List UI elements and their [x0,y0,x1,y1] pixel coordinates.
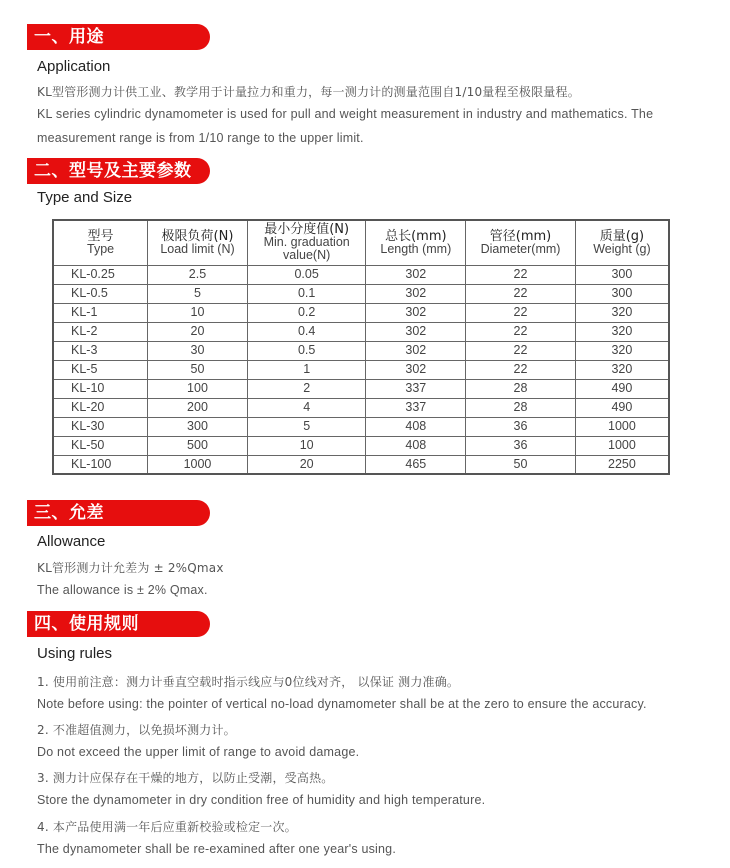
cell-min-graduation: 4 [247,398,366,417]
table-row [53,265,669,284]
cell-weight: 1000 [575,436,669,455]
cell-weight: 490 [575,398,669,417]
cell-weight: 1000 [575,417,669,436]
cell-weight: 320 [575,341,669,360]
section-subtitle-type-size: Type and Size [37,189,133,206]
table-row [53,360,669,379]
cell-model: KL-0.25 [53,265,148,284]
header-label-cn: 型号 [87,228,114,244]
cell-load-limit: 300 [148,417,248,436]
table-row [53,417,669,436]
cell-weight: 300 [575,284,669,303]
cell-min-graduation: 2 [247,379,366,398]
cell-load-limit: 500 [148,436,248,455]
cell-min-graduation: 0.2 [247,303,366,322]
cell-model: KL-10 [53,379,148,398]
rule-3-en: Store the dynamometer in dry condition free of humidity and high temperature. [37,793,486,807]
cell-min-graduation: 0.05 [247,265,366,284]
header-label-en: Diameter(mm) [480,241,561,256]
header-length [366,220,466,265]
cell-diameter: 22 [466,341,576,360]
cell-min-graduation: 0.4 [247,322,366,341]
cell-weight: 320 [575,322,669,341]
table-row [53,436,669,455]
cell-diameter: 22 [466,322,576,341]
rule-4-en: The dynamometer shall be re-examined after one year's using. [37,842,397,856]
cell-load-limit: 10 [148,303,248,322]
application-text-en-line1: KL series cylindric dynamometer is used for pull and weight measurement in industry and mathematics. The [37,107,654,121]
table-row [53,455,669,474]
header-label-cn: 最小分度值(N) [264,222,350,238]
cell-model: KL-20 [53,398,148,417]
rule-2-cn: 2. 不准超值测力，以免损坏测力计。 [37,723,236,737]
table-row [53,303,669,322]
cell-diameter: 22 [466,360,576,379]
cell-diameter: 36 [466,436,576,455]
cell-length: 302 [366,360,466,379]
header-load-limit [148,220,248,265]
cell-weight: 320 [575,360,669,379]
cell-min-graduation: 20 [247,455,366,474]
cell-load-limit: 50 [148,360,248,379]
cell-load-limit: 2.5 [148,265,248,284]
header-type [53,220,148,265]
cell-min-graduation: 10 [247,436,366,455]
header-label-en: value(N) [283,248,331,263]
cell-min-graduation: 0.1 [247,284,366,303]
section-header-using-rules: 四、使用规则 [27,611,210,637]
header-label-en: Type [87,241,115,256]
header-diameter [466,220,576,265]
rule-4-cn: 4. 本产品使用满一年后应重新校验或检定一次。 [37,820,297,834]
table-row [53,341,669,360]
section-header-application: 一、用途 [27,24,210,50]
header-label-cn: 质量(g) [599,228,645,244]
header-label-cn: 极限负荷(N) [161,228,234,244]
header-weight [575,220,669,265]
header-label-cn: 管径(mm) [489,228,552,244]
rule-2-en: Do not exceed the upper limit of range to avoid damage. [37,745,360,759]
table-row [53,398,669,417]
header-label-en: Load limit (N) [160,241,235,256]
cell-length: 302 [366,322,466,341]
rule-1-cn: 1. 使用前注意：测力计垂直空载时指示线应与0位线对齐， 以保证 测力准确。 [37,675,460,689]
section-header-type-size: 二、型号及主要参数 [27,158,210,184]
cell-length: 408 [366,436,466,455]
cell-model: KL-1 [53,303,148,322]
cell-diameter: 28 [466,398,576,417]
cell-length: 302 [366,265,466,284]
cell-length: 337 [366,379,466,398]
section-subtitle-application: Application [37,58,111,75]
header-min-graduation [247,220,366,265]
cell-diameter: 22 [466,303,576,322]
cell-length: 302 [366,341,466,360]
cell-model: KL-30 [53,417,148,436]
rule-3-cn: 3. 测力计应保存在干燥的地方，以防止受潮，受高热。 [37,771,334,785]
header-label-en: Length (mm) [380,241,452,256]
header-label-en: Min. graduation [263,235,350,250]
cell-weight: 300 [575,265,669,284]
cell-model: KL-0.5 [53,284,148,303]
cell-model: KL-100 [53,455,148,474]
section-subtitle-allowance: Allowance [37,533,106,550]
allowance-text-cn: KL管形测力计允差为 ± 2%Qmax [37,561,224,575]
header-label-cn: 总长(mm) [385,228,447,244]
cell-min-graduation: 1 [247,360,366,379]
cell-length: 337 [366,398,466,417]
cell-length: 465 [366,455,466,474]
cell-diameter: 50 [466,455,576,474]
cell-weight: 320 [575,303,669,322]
table-header-row [53,220,669,265]
table-row [53,322,669,341]
application-text-en-line2: measurement range is from 1/10 range to the upper limit. [37,131,364,145]
cell-length: 302 [366,303,466,322]
cell-load-limit: 20 [148,322,248,341]
cell-model: KL-50 [53,436,148,455]
cell-load-limit: 1000 [148,455,248,474]
cell-load-limit: 5 [148,284,248,303]
cell-diameter: 22 [466,265,576,284]
cell-length: 302 [366,284,466,303]
cell-weight: 490 [575,379,669,398]
cell-load-limit: 30 [148,341,248,360]
table-row [53,284,669,303]
cell-diameter: 28 [466,379,576,398]
section-subtitle-using-rules: Using rules [37,645,113,662]
cell-model: KL-5 [53,360,148,379]
cell-diameter: 22 [466,284,576,303]
cell-model: KL-2 [53,322,148,341]
cell-load-limit: 200 [148,398,248,417]
section-header-allowance: 三、允差 [27,500,210,526]
rule-1-en: Note before using: the pointer of vertical no-load dynamometer shall be at the zero to ensure the accuracy. [37,697,647,711]
header-label-en: Weight (g) [593,241,651,256]
cell-min-graduation: 5 [247,417,366,436]
cell-min-graduation: 0.5 [247,341,366,360]
table-row [53,379,669,398]
cell-load-limit: 100 [148,379,248,398]
cell-length: 408 [366,417,466,436]
cell-model: KL-3 [53,341,148,360]
cell-diameter: 36 [466,417,576,436]
allowance-text-en: The allowance is ± 2% Qmax. [37,583,208,597]
cell-weight: 2250 [575,455,669,474]
application-text-cn: KL型管形测力计供工业、教学用于计量拉力和重力，每一测力计的测量范围自1/10量程至极限量程。 [37,85,580,99]
spec-table [52,219,670,475]
